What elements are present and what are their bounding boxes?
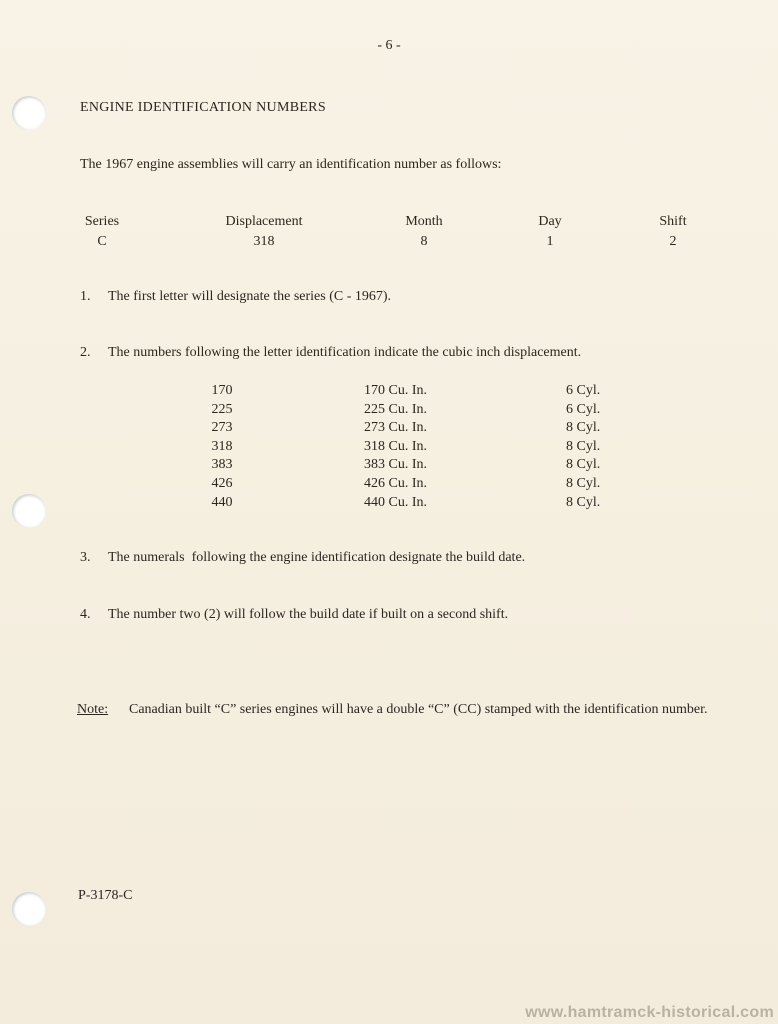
note-label: Note: [77, 702, 109, 717]
watermark: www.hamtramck-historical.com [525, 1004, 774, 1021]
id-column-displacement [214, 212, 314, 252]
id-header: Month [405, 214, 443, 229]
id-column-day [528, 212, 572, 252]
item-text: The first letter will designate the series (C - 1967). [108, 289, 392, 304]
displacement-cell: 225 Cu. In. [364, 401, 427, 417]
id-value: 2 [669, 234, 677, 249]
list-item [80, 345, 581, 361]
displacement-cell: 426 Cu. In. [364, 475, 427, 491]
displacement-cell: 440 Cu. In. [364, 494, 427, 510]
cylinders-cell: 6 Cyl. [566, 383, 601, 398]
cylinders-cell: 6 Cyl. [566, 401, 601, 417]
code-cell: 273 [211, 420, 233, 436]
code-cell: 225 [211, 401, 233, 417]
table-row [200, 456, 630, 475]
page-number: - 6 - [377, 38, 401, 53]
id-column-month [392, 212, 456, 252]
code-cell: 426 [211, 475, 233, 491]
id-header: Day [538, 214, 562, 229]
id-value: 8 [420, 234, 428, 249]
cylinders-cell: 8 Cyl. [566, 457, 601, 473]
code-cell: 383 [211, 457, 233, 473]
displacement-cell: 383 Cu. In. [364, 457, 427, 473]
displacement-table [200, 382, 630, 512]
item-number: 2. [80, 345, 91, 360]
binder-hole [12, 494, 46, 528]
id-value: 318 [253, 234, 275, 249]
displacement-cell: 318 Cu. In. [364, 438, 427, 454]
document-number: P-3178-C [78, 888, 133, 903]
list-item [80, 289, 391, 305]
code-cell: 170 [211, 383, 233, 398]
item-text: The numbers following the letter identification indicate the cubic inch displacement. [108, 345, 582, 360]
displacement-cell: 273 Cu. In. [364, 420, 427, 436]
list-item [80, 550, 525, 566]
cylinders-cell: 8 Cyl. [566, 475, 601, 491]
code-cell: 440 [211, 494, 233, 510]
binder-hole [12, 96, 46, 130]
table-row [200, 419, 630, 438]
id-header: Displacement [225, 214, 303, 229]
cylinders-cell: 8 Cyl. [566, 420, 601, 436]
item-text: The number two (2) will follow the build date if built on a second shift. [108, 607, 509, 622]
displacement-cell: 170 Cu. In. [364, 383, 427, 398]
item-text: The numerals following the engine identification designate the build date. [108, 550, 526, 565]
table-row [200, 382, 630, 401]
id-column-shift [650, 212, 696, 252]
page-heading: ENGINE IDENTIFICATION NUMBERS [80, 100, 326, 115]
id-value: C [97, 234, 107, 249]
table-row [200, 401, 630, 420]
table-row [200, 438, 630, 457]
intro-paragraph: The 1967 engine assemblies will carry an identification number as follows: [80, 157, 502, 172]
note-block [77, 700, 732, 719]
item-number: 4. [80, 607, 91, 622]
binder-hole [12, 892, 46, 926]
item-number: 3. [80, 550, 91, 565]
code-cell: 318 [211, 438, 233, 454]
note-text: Canadian built “C” series engines will have a double “C” (CC) stamped with the identification number. [129, 702, 708, 717]
table-row [200, 494, 630, 513]
table-row [200, 475, 630, 494]
id-header: Shift [659, 214, 687, 229]
cylinders-cell: 8 Cyl. [566, 494, 601, 510]
id-value: 1 [546, 234, 554, 249]
id-column-series [80, 212, 124, 252]
item-number: 1. [80, 289, 91, 304]
id-header: Series [84, 214, 120, 229]
cylinders-cell: 8 Cyl. [566, 438, 601, 454]
list-item [80, 607, 508, 623]
